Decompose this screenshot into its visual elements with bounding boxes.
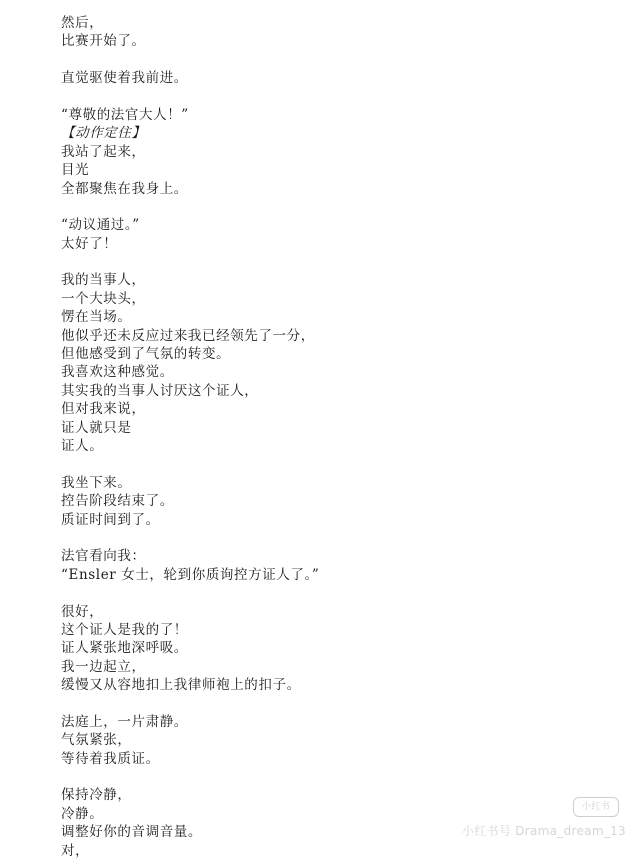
text-line: 愣在当场。: [61, 309, 132, 326]
text-line: 但对我来说，: [61, 401, 146, 418]
text-line: 法官看向我：: [61, 548, 146, 565]
document-body: [61, 14, 621, 860]
text-line: 证人。: [61, 437, 104, 454]
text-line: “动议通过。”: [61, 217, 140, 234]
text-line: 目光: [61, 162, 90, 179]
text-line: 我喜欢这种感觉。: [61, 364, 174, 381]
paragraph-gap: [61, 455, 621, 473]
text-line: 我的当事人，: [61, 272, 146, 289]
text-line: 保持冷静，: [61, 787, 132, 804]
text-line: 质证时间到了。: [61, 511, 160, 528]
paragraph-gap: [61, 694, 621, 712]
text-line: 气氛紧张，: [61, 732, 132, 749]
text-line: 缓慢又从容地扣上我律师袍上的扣子。: [61, 677, 301, 694]
text-line: 直觉驱使着我前进。: [61, 70, 188, 87]
text-line: 一个大块头，: [61, 290, 146, 307]
watermark-logo: 小红书: [573, 797, 619, 817]
text-line: 证人就只是: [61, 419, 132, 436]
paragraph-gap: [61, 584, 621, 602]
text-line: 调整好你的音调音量。: [61, 824, 202, 841]
text-line: 比赛开始了。: [61, 33, 146, 50]
text-line: 太好了！: [61, 235, 118, 252]
stage-direction: 【动作定住】: [61, 125, 146, 142]
paragraph-gap: [61, 51, 621, 69]
text-line: “Ensler 女士，轮到你质询控方证人了。”: [61, 566, 320, 583]
text-line: 我坐下来。: [61, 474, 132, 491]
paragraph-gap: [61, 88, 621, 106]
text-line: 这个证人是我的了！: [61, 621, 188, 638]
text-line: 然后，: [61, 15, 104, 31]
text-line: 我一边起立，: [61, 658, 146, 675]
paragraph-gap: [61, 529, 621, 547]
text-line: “尊敬的法官大人！”: [61, 106, 189, 123]
watermark-text: 小红书号 Drama_dream_13: [461, 824, 626, 838]
text-line: 等待着我质证。: [61, 750, 160, 767]
text-line: 我站了起来，: [61, 143, 146, 160]
paragraph-gap: [61, 253, 621, 271]
paragraph-gap: [61, 198, 621, 216]
text-line: 冷静。: [61, 805, 104, 822]
text-line: 控告阶段结束了。: [61, 493, 174, 510]
text-line: 全都聚焦在我身上。: [61, 180, 188, 197]
text-line: 他似乎还未反应过来我已经领先了一分，: [61, 327, 315, 344]
text-line: 法庭上，一片肃静。: [61, 713, 188, 730]
text-line: 证人紧张地深呼吸。: [61, 640, 188, 657]
text-line: 对，: [61, 842, 90, 859]
text-line: 但他感受到了气氛的转变。: [61, 346, 231, 363]
paragraph-gap: [61, 768, 621, 786]
text-line: 很好，: [61, 603, 104, 620]
text-line: 其实我的当事人讨厌这个证人，: [61, 382, 259, 399]
